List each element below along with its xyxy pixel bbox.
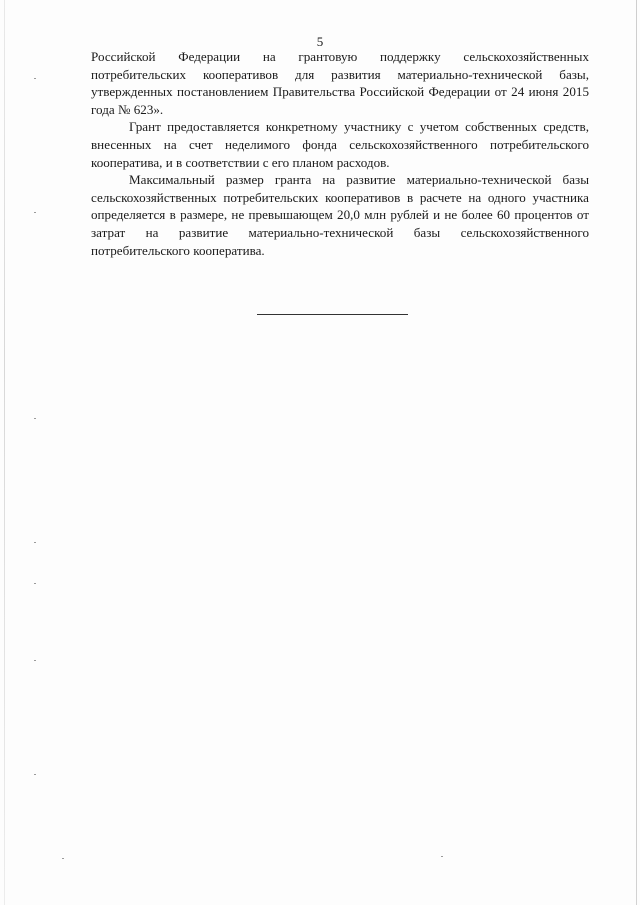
scan-left-edge bbox=[4, 0, 5, 905]
paragraph-grant-recipient: Грант предоставляется конкретному участнику с учетом собственных средств, внесенных на счет неделимого фонда сельскохозяйственного потребительского кооператива, и в соответствии с его планом расходов. bbox=[91, 119, 589, 170]
scan-speck bbox=[34, 542, 36, 543]
paragraph-max-grant-size: Максимальный размер гранта на развитие материально-технической базы сельскохозяйственных потребительских кооперативов в расчете на одного участника определяется в размере, не превышающем 20,0 млн рублей и не более 60 процентов от затрат на развитие материально-технической базы сельскохозяйственного потребительского кооператива. bbox=[91, 172, 589, 258]
scan-speck bbox=[62, 858, 64, 859]
scan-speck bbox=[34, 660, 36, 661]
scan-right-edge bbox=[636, 0, 637, 905]
paragraph-continuation: Российской Федерации на грантовую поддержку сельскохозяйственных потребительских кооперативов для развития материально-технической базы, утвержденных постановлением Правительства Российской Федерации от 24 июня 2015 года № 623». bbox=[91, 49, 589, 117]
scan-speck bbox=[34, 78, 36, 79]
page-number: 5 bbox=[316, 34, 324, 49]
end-separator-line bbox=[257, 314, 408, 315]
scan-speck bbox=[34, 583, 36, 584]
scan-speck bbox=[34, 774, 36, 775]
scan-speck bbox=[34, 418, 36, 419]
scan-speck bbox=[34, 212, 36, 213]
scan-speck bbox=[441, 856, 443, 857]
document-body bbox=[91, 48, 589, 259]
